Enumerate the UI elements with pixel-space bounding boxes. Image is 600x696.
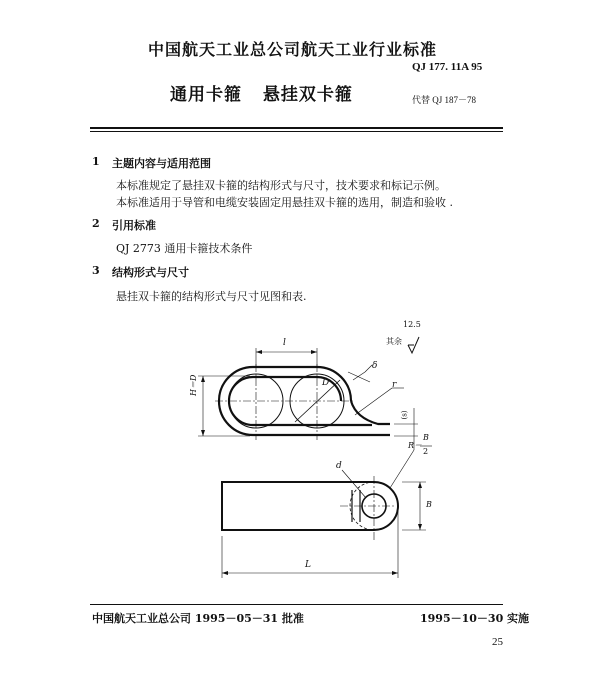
- approval-date: 中国航天工业总公司 1995－05－31 批准: [92, 612, 304, 625]
- section-2-number: 2: [92, 217, 100, 230]
- section-3-heading: 结构形式与尺寸: [112, 266, 189, 279]
- roughness-value-label: 12.5: [403, 320, 421, 329]
- replaces-standard: 代替 QJ 187－78: [412, 95, 477, 105]
- dimension-l-label: l: [283, 338, 286, 348]
- surface-roughness-symbol: [408, 337, 419, 353]
- section-2-paragraph-1: QJ 2773 通用卡箍技术条件: [116, 242, 253, 255]
- section-1-number: 1: [92, 155, 100, 168]
- dimension-L-label: L: [305, 560, 311, 570]
- standard-code: QJ 177. 11A 95: [412, 61, 483, 73]
- issuing-organization: 中国航天工业总公司航天工业行业标准: [148, 40, 438, 59]
- section-3-number: 3: [92, 264, 100, 277]
- dimension-delta-label: δ: [372, 361, 378, 371]
- dimension-H-label: H＝D: [189, 374, 198, 396]
- dimension-D-label: D: [322, 378, 330, 388]
- roughness-note-label: 其余: [386, 337, 402, 346]
- footer-rule: [90, 604, 503, 605]
- section-2-heading: 引用标准: [112, 219, 156, 232]
- section-1-paragraph-2: 本标准适用于导管和电缆安装固定用悬挂双卡箍的选用，制造和验收 .: [116, 196, 453, 209]
- document-title: 通用卡箍 悬挂双卡箍: [170, 85, 353, 105]
- section-1-paragraph-1: 本标准规定了悬挂双卡箍的结构形式与尺寸，技术要求和标记示例。: [116, 179, 446, 192]
- dimension-s-label: (s): [400, 410, 409, 420]
- radius-B-numerator: B: [423, 433, 429, 442]
- radius-2-denominator: 2: [423, 447, 429, 456]
- page-number: 25: [492, 636, 503, 648]
- dimension-B-label: B: [426, 500, 432, 509]
- effective-date: 1995－10－30 实施: [420, 612, 530, 625]
- section-1-heading: 主题内容与适用范围: [112, 157, 211, 170]
- radius-R-label: R＝: [408, 441, 423, 450]
- section-3-paragraph-1: 悬挂双卡箍的结构形式与尺寸见图和表.: [116, 290, 307, 303]
- dimension-d-label: d: [336, 461, 342, 471]
- dimension-r-label: r: [392, 380, 397, 390]
